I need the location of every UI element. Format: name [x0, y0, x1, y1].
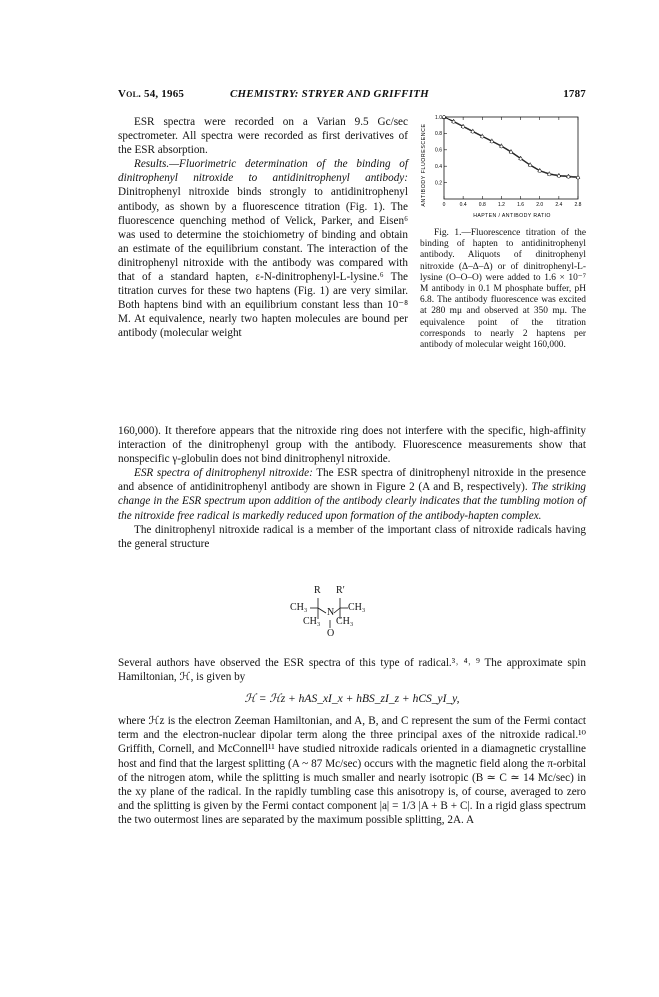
x-tick-label: 0.4: [459, 202, 467, 208]
nitroxide-structure: [270, 585, 400, 645]
circle-point: [443, 116, 446, 119]
continuation-paragraph: 160,000). It therefore appears that the nitroxide ring does not interfere with the specific, high-affinity interaction of the dinitrophenyl group with the antibody. Fluorescence measurements show that nonspecific γ-globulin does not bind dinitrophenyl nitroxide.: [118, 425, 586, 466]
y-tick-label: 0.8: [435, 131, 442, 138]
nitrogen: N: [327, 607, 335, 618]
esr-emphasis: The striking change in the ESR spectrum upon addition of the antibody clearly indicates that the tumbling motion of the nitroxide free radical is markedly reduced upon formation of the antibody-hapten complex.: [118, 481, 587, 522]
y-tick-label: 0.4: [435, 164, 442, 170]
plot-frame: [444, 117, 578, 199]
circle-point: [548, 173, 551, 176]
x-tick-label: 1.6: [517, 202, 525, 208]
hamiltonian-explanation: where ℋz is the electron Zeeman Hamiltonian, and A, B, and C represent the sum of the Fermi contact term and the electron-nuclear dipolar term along the three principal axes of the nitroxide radical.¹⁰ Griffith, Cornell, and McConnell¹¹ have studied nitroxide radicals oriented in a diamagnetic crystalline host and find that the largest splitting (A ~ 87 Mc/sec) occurs with the magnetic field along the π-orbital of the nitrogen atom, while the splitting is much smaller and nearly isotropic (B ≃ C ≃ 14 Mc/sec) in the xy plane of the radical. In the rapidly tumbling case this anisotropy is, of course, averaged to zero and the splitting is given by the Fermi contact component |a| = 1/3 |A + B + C|. In a rigid glass spectrum the two outermost lines are separated by the maximum possible splitting, 2A. A: [118, 715, 586, 826]
y-tick-label: 0.6: [435, 147, 442, 154]
r-group: R: [314, 585, 321, 596]
methyl-left-bot: CH₃: [303, 616, 321, 627]
page-number: 1787: [563, 88, 586, 100]
y-axis-label: ANTIBODY FLUORESCENCE: [421, 123, 427, 207]
results-paragraph: Results.—Fluorimetric determination of the binding of dinitrophenyl nitroxide to antidinitrophenyl antibody: Dinitrophenyl nitroxide binds strongly to antidinitrophenyl antibody, as shown by a fluorescence titration (Fig. 1). The fluorescence quenching method of Velick, Parker, and Eisen⁶ was used to determine the stoichiometry of binding and obtain an estimate of the equilibrium constant. The interaction of the dinitrophenyl nitroxide with the antibody was compared with that of a standard hapten, ε-N-dinitrophenyl-L-lysine.⁶ The titration curves for these two haptens (Fig. 1) are very similar. Both haptens bind with an equilibrium constant less than 10⁻⁸ M. At equivalence, nearly two hapten molecules are bound per antibody (molecular weight: [118, 158, 408, 340]
fluorescence-titration-chart: [418, 111, 586, 219]
circle-point: [519, 157, 522, 160]
esr-heading: ESR spectra of dinitrophenyl nitroxide:: [134, 467, 313, 480]
circle-point: [462, 125, 465, 128]
x-tick-label: 0: [442, 202, 446, 208]
circle-point: [481, 135, 484, 138]
circle-point: [538, 170, 541, 173]
results-heading: Results.—Fluorimetric determination of the binding of dinitrophenyl nitroxide to antidinitrophenyl antibody:: [118, 158, 408, 185]
full-width-text: [118, 424, 586, 551]
circle-point: [577, 176, 580, 179]
methyl-right-top: CH₃: [348, 602, 366, 613]
esr-paragraph: ESR spectra of dinitrophenyl nitroxide: The ESR spectra of dinitrophenyl nitroxide in the presence and absence of antidinitrophenyl antibody are shown in Figure 2 (A and B, respectively). The striking change in the ESR spectrum upon addition of the antibody clearly indicates that the tumbling motion of the nitroxide free radical is markedly reduced upon formation of the antibody-hapten complex.: [118, 467, 587, 522]
y-tick-label: 0.2: [435, 180, 442, 187]
x-tick-label: 2.4: [555, 202, 563, 208]
circle-point: [471, 130, 474, 133]
methods-paragraph: ESR spectra were recorded on a Varian 9.5 Gc/sec spectrometer. All spectra were recorded as first derivatives of the ESR absorption.: [118, 116, 408, 157]
x-axis-label: HAPTEN / ANTIBODY RATIO: [473, 213, 551, 219]
hamiltonian-intro: Several authors have observed the ESR spectra of this type of radical.³˒ ⁴˒ ⁹ The approximate spin Hamiltonian, ℋ, is given by: [118, 657, 586, 684]
circle-point: [452, 120, 455, 123]
figure-1: [418, 111, 586, 219]
circle-point: [490, 140, 493, 143]
x-tick-label: 2.8: [574, 202, 582, 208]
journal-title: CHEMISTRY: STRYER AND GRIFFITH: [230, 88, 429, 100]
lower-text: [118, 656, 586, 827]
x-tick-label: 0.8: [478, 202, 486, 208]
circle-point: [529, 164, 532, 167]
bond-lines: [270, 585, 400, 645]
spin-hamiltonian-equation: ℋ = ℋz + hAS_xI_x + hBS_zI_z + hCS_yI_y,: [244, 693, 460, 706]
running-header: [118, 88, 586, 104]
radical-paragraph: The dinitrophenyl nitroxide radical is a member of the important class of nitroxide radicals having the general structure: [118, 523, 586, 550]
r-prime-group: R′: [336, 585, 345, 596]
circle-point: [510, 151, 513, 154]
methyl-right-bot: CH₃: [336, 616, 354, 627]
circle-point: [500, 145, 503, 148]
figure-1-caption: Fig. 1.—Fluorescence titration of the binding of hapten to antidinitrophenyl antibody. Aliquots of dinitrophenyl nitroxide (Δ–Δ–Δ) or of dinitrophenyl-L-lysine (O–O–O) were added to 1.6 × 10⁻⁷ M antibody in 0.1 M phosphate buffer, pH 6.8. The antibody fluorescence was excited at 280 mμ and observed at 350 mμ. The equivalence point of the titration corresponds to nearly 2 haptens per antibody of molecular weight 160,000.: [420, 228, 586, 351]
x-tick-label: 2.0: [536, 202, 544, 208]
oxygen: O: [327, 628, 335, 639]
circle-point: [557, 175, 560, 178]
methyl-left-top: CH₃: [290, 602, 308, 613]
volume-label: Vol. 54, 1965: [118, 88, 185, 100]
left-column: [118, 115, 408, 341]
x-tick-label: 1.2: [497, 202, 505, 208]
circle-point: [567, 175, 570, 178]
y-tick-label: 1.0: [435, 114, 442, 121]
